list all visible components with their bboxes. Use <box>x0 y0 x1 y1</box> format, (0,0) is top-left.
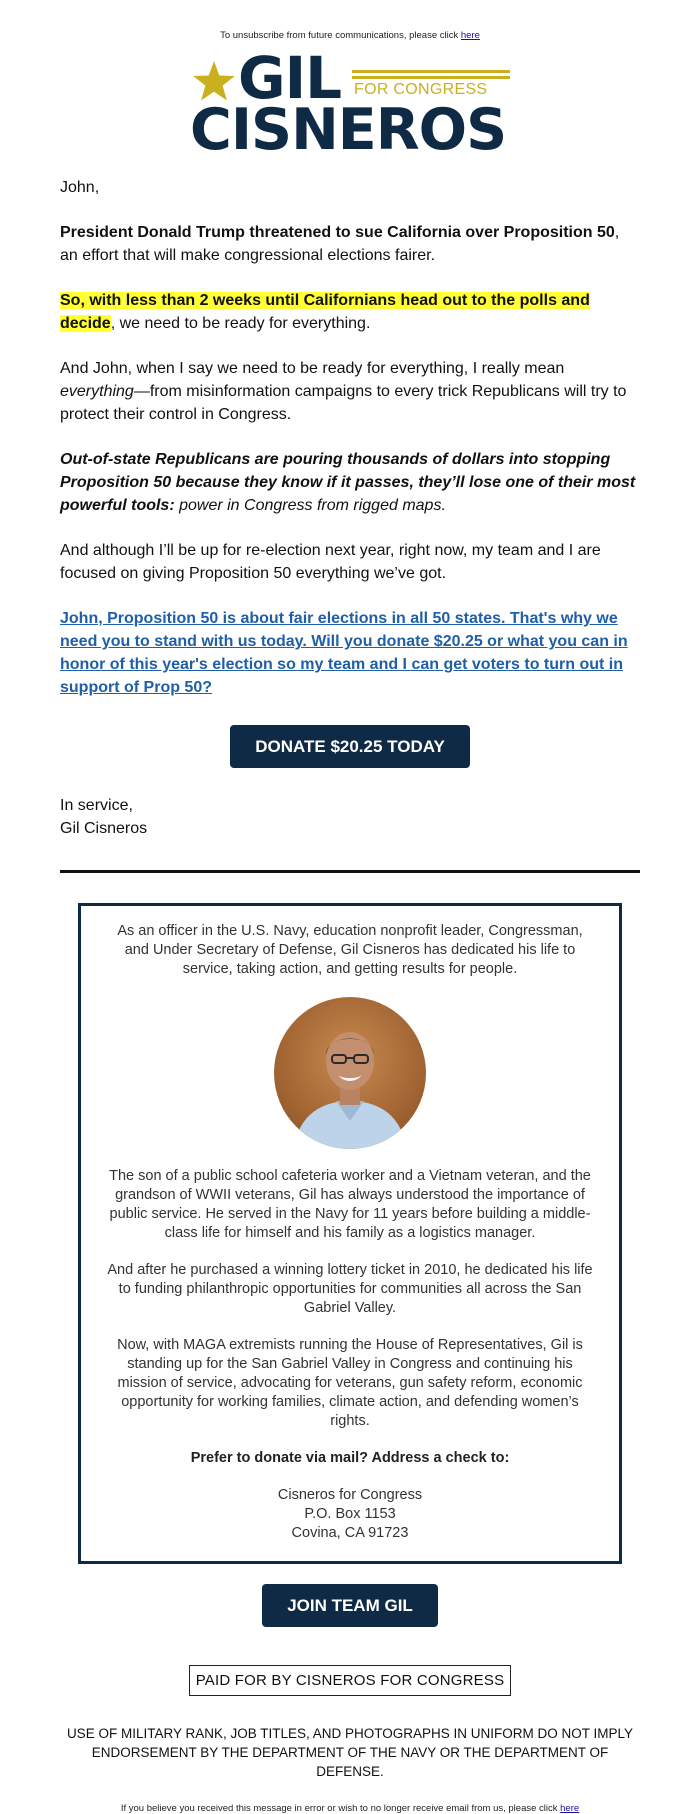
unsubscribe-note <box>0 0 700 44</box>
logo-last-name: CISNEROS <box>190 97 507 163</box>
address-line-3: Covina, CA 91723 <box>291 1525 409 1541</box>
paragraph-3-start: And John, when I say we need to be ready for everything, I really mean <box>60 360 565 377</box>
campaign-logo <box>190 44 510 163</box>
address-line-2: P.O. Box 1153 <box>304 1506 396 1522</box>
donate-button[interactable]: DONATE $20.25 TODAY <box>230 725 470 768</box>
bio-intro: As an officer in the U.S. Navy, education nonprofit leader, Congressman, and Under Secretary of Defense, Gil Cisneros has dedicated his life to service, taking action, and getting results for people. <box>117 923 583 977</box>
bio-paragraph-2: And after he purchased a winning lottery ticket in 2010, he dedicated his life to funding philanthropic opportunities for communities all across the San Gabriel Valley. <box>107 1262 593 1316</box>
paragraph-3-rest: —from misinformation campaigns to every trick Republicans will try to protect their control in Congress. <box>60 383 627 423</box>
paragraph-1-bold: President Donald Trump threatened to sue California over Proposition 50 <box>60 224 615 241</box>
signoff: In service, <box>60 797 133 814</box>
donate-cta-link[interactable]: John, Proposition 50 is about fair elections in all 50 states. That's why we need you to stand with us today. Will you donate $20.25 or what you can in honor of this year's election so my team and I can get voters to turn out in support of Prop 50? <box>60 610 628 696</box>
paragraph-2-rest: , we need to be ready for everything. <box>110 315 371 332</box>
paragraph-1 <box>60 221 640 267</box>
highlighted-text: So, with less than 2 weeks until Californians head out to the polls and decide <box>60 292 590 332</box>
paragraph-4 <box>60 448 640 517</box>
paragraph-3-italic: everything <box>60 383 134 400</box>
military-disclaimer: USE OF MILITARY RANK, JOB TITLES, AND PHOTOGRAPHS IN UNIFORM DO NOT IMPLY ENDORSEMENT BY THE DEPARTMENT OF THE NAVY OR THE DEPARTMENT OF DEFENSE. <box>66 1726 634 1779</box>
bio-paragraph-3: Now, with MAGA extremists running the House of Representatives, Gil is standing up for the San Gabriel Valley in Congress and continuing his mission of service, advocating for veterans, gun safety reform, economic opportunity for working families, climate action, and defending women’s rights. <box>117 1337 583 1429</box>
logo-stripe <box>352 70 510 73</box>
paragraph-4-italic: power in Congress from rigged maps. <box>174 497 446 514</box>
candidate-photo <box>274 997 426 1149</box>
error-unsubscribe-link[interactable]: here <box>560 1803 580 1814</box>
paragraph-5: And although I’ll be up for re-election next year, right now, my team and I are focused on giving Proposition 50 everything we’ve got. <box>60 542 601 582</box>
join-team-button[interactable]: JOIN TEAM GIL <box>262 1584 438 1627</box>
signature: Gil Cisneros <box>60 820 148 837</box>
unsubscribe-link[interactable]: here <box>460 30 480 41</box>
logo-first-name: GIL <box>238 44 342 112</box>
star-icon <box>192 60 236 102</box>
logo-stripe <box>352 76 510 79</box>
paid-for-disclaimer: PAID FOR BY CISNEROS FOR CONGRESS <box>189 1665 512 1696</box>
error-text: If you believe you received this message in error or wish to no longer receive email from us, please click <box>120 1803 558 1814</box>
bio-box <box>78 903 622 1564</box>
candidate-portrait <box>274 997 426 1149</box>
paragraph-1-rest: , an effort that will make congressional elections fairer. <box>60 224 620 264</box>
mail-donation-heading: Prefer to donate via mail? Address a check to: <box>190 1450 510 1466</box>
logo-tagline: FOR CONGRESS <box>354 81 488 98</box>
unsubscribe-text: To unsubscribe from future communications, please click <box>220 30 459 41</box>
address-line-1: Cisneros for Congress <box>277 1487 423 1503</box>
mailing-address <box>105 1486 595 1543</box>
divider <box>60 870 640 873</box>
signature-block <box>0 794 700 840</box>
bio-paragraph-1: The son of a public school cafeteria worker and a Vietnam veteran, and the grandson of WWII veterans, Gil has always understood the importance of public service. He served in the Navy for 11 years before building a middle-class life for himself and his family as a logistics manager. <box>109 1168 591 1241</box>
paragraph-cta <box>60 607 640 699</box>
paragraph-3 <box>60 357 640 426</box>
greeting: John, <box>60 179 100 196</box>
paragraph-4-bold-italic: Out-of-state Republicans are pouring thousands of dollars into stopping Proposition 50 because they know if it passes, they’ll lose one of their most powerful tools: <box>60 451 636 514</box>
paragraph-2 <box>60 289 640 335</box>
error-note <box>0 1803 700 1814</box>
letter-body <box>0 176 700 699</box>
